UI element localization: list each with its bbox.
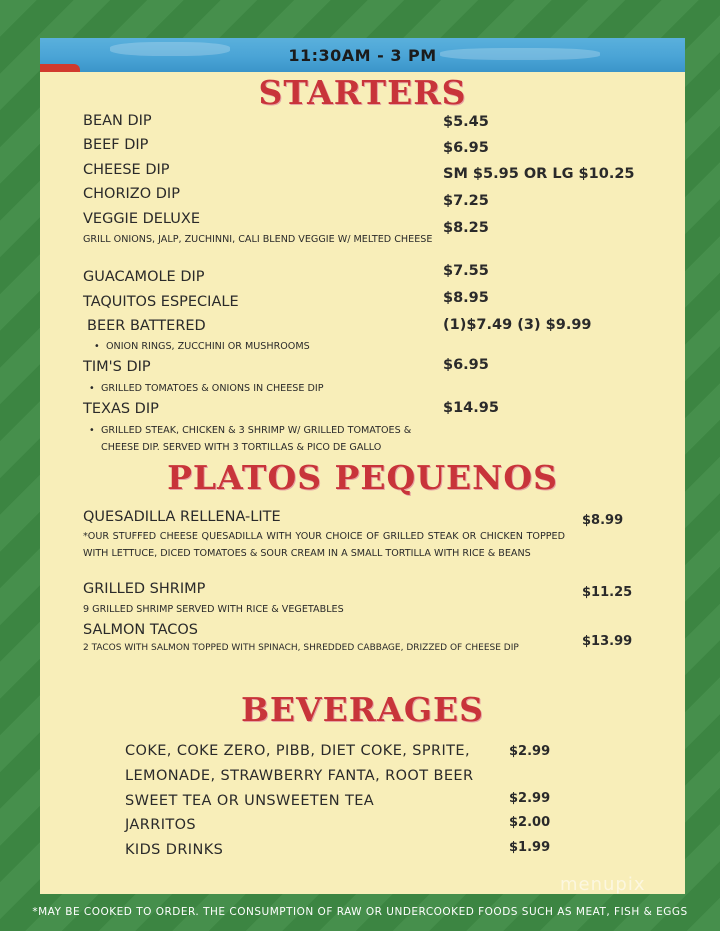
item-price: $13.99 [582, 634, 633, 649]
beverage-price: $2.99 [509, 744, 551, 759]
beverage-price: $2.00 [509, 815, 551, 830]
item-name: TEXAS DIP [83, 401, 159, 417]
item-name: QUESADILLA RELLENA-LITE [83, 509, 281, 525]
item-name: TAQUITOS ESPECIALE [83, 294, 239, 310]
item-price: $8.25 [443, 220, 489, 236]
platos-title: PLATOS PEQUENOS [167, 458, 558, 497]
item-price: SM $5.95 OR LG $10.25 [443, 166, 635, 182]
item-name: GUACAMOLE DIP [83, 269, 205, 285]
item-name: VEGGIE DELUXE [83, 211, 200, 227]
beverage-name: COKE, COKE ZERO, PIBB, DIET COKE, SPRITE, [125, 743, 471, 759]
item-price: $6.95 [443, 140, 489, 156]
banner-red-streak [40, 64, 80, 72]
item-description: • GRILLED TOMATOES & ONIONS IN CHEESE DIP [101, 380, 324, 397]
menu-paper [40, 38, 685, 894]
item-description: GRILL ONIONS, JALP, ZUCHINNI, CALI BLEND VEGGIE W/ MELTED CHEESE [83, 234, 433, 245]
footer-disclaimer: *MAY BE COOKED TO ORDER. THE CONSUMPTION OF RAW OR UNDERCOOKED FOODS SUCH AS MEAT, FISH & EGGS [32, 906, 688, 918]
beverage-name: LEMONADE, STRAWBERRY FANTA, ROOT BEER [125, 768, 474, 784]
item-name: BEEF DIP [83, 137, 149, 153]
hours-text: 11:30AM - 3 PM [288, 46, 437, 65]
item-price: $7.55 [443, 263, 489, 279]
item-name: CHORIZO DIP [83, 186, 180, 202]
starters-title: STARTERS [258, 73, 467, 112]
item-price: $8.99 [582, 513, 624, 528]
item-description: • ONION RINGS, ZUCCHINI OR MUSHROOMS [106, 338, 310, 355]
hours-banner [40, 38, 685, 72]
beverage-name: KIDS DRINKS [125, 842, 224, 858]
item-price: (1)$7.49 (3) $9.99 [443, 317, 592, 333]
item-price: $11.25 [582, 585, 633, 600]
item-description: *OUR STUFFED CHEESE QUESADILLA WITH YOUR CHOICE OF GRILLED STEAK OR CHICKEN TOPPED WITH LETTUCE, DICED TOMATOES & SOUR CREAM IN A SMALL TORTILLA WITH RICE & BEANS [83, 531, 565, 559]
item-price: $14.95 [443, 400, 499, 416]
item-description: • GRILLED STEAK, CHICKEN & 3 SHRIMP W/ GRILLED TOMATOES & CHEESE DIP. SERVED WITH 3 TORTILLAS & PICO DE GALLO [101, 422, 446, 456]
item-price: $7.25 [443, 193, 489, 209]
item-name: CHEESE DIP [83, 162, 170, 178]
beverage-name: SWEET TEA OR UNSWEETEN TEA [125, 793, 375, 809]
item-name: GRILLED SHRIMP [83, 581, 206, 597]
item-name: BEER BATTERED [87, 318, 206, 334]
item-name: TIM'S DIP [83, 359, 151, 375]
item-price: $5.45 [443, 114, 489, 130]
item-description: 9 GRILLED SHRIMP SERVED WITH RICE & VEGETABLES [83, 604, 344, 615]
beverage-price: $1.99 [509, 840, 551, 855]
item-description: 2 TACOS WITH SALMON TOPPED WITH SPINACH, SHREDDED CABBAGE, DRIZZED OF CHEESE DIP [83, 643, 519, 653]
beverage-price: $2.99 [509, 791, 551, 806]
beverage-name: JARRITOS [125, 817, 197, 833]
item-price: $8.95 [443, 290, 489, 306]
item-price: $6.95 [443, 357, 489, 373]
item-name: BEAN DIP [83, 113, 152, 129]
menupix-watermark: menupix [560, 874, 646, 895]
item-name: SALMON TACOS [83, 622, 198, 638]
beverages-title: BEVERAGES [241, 690, 484, 729]
